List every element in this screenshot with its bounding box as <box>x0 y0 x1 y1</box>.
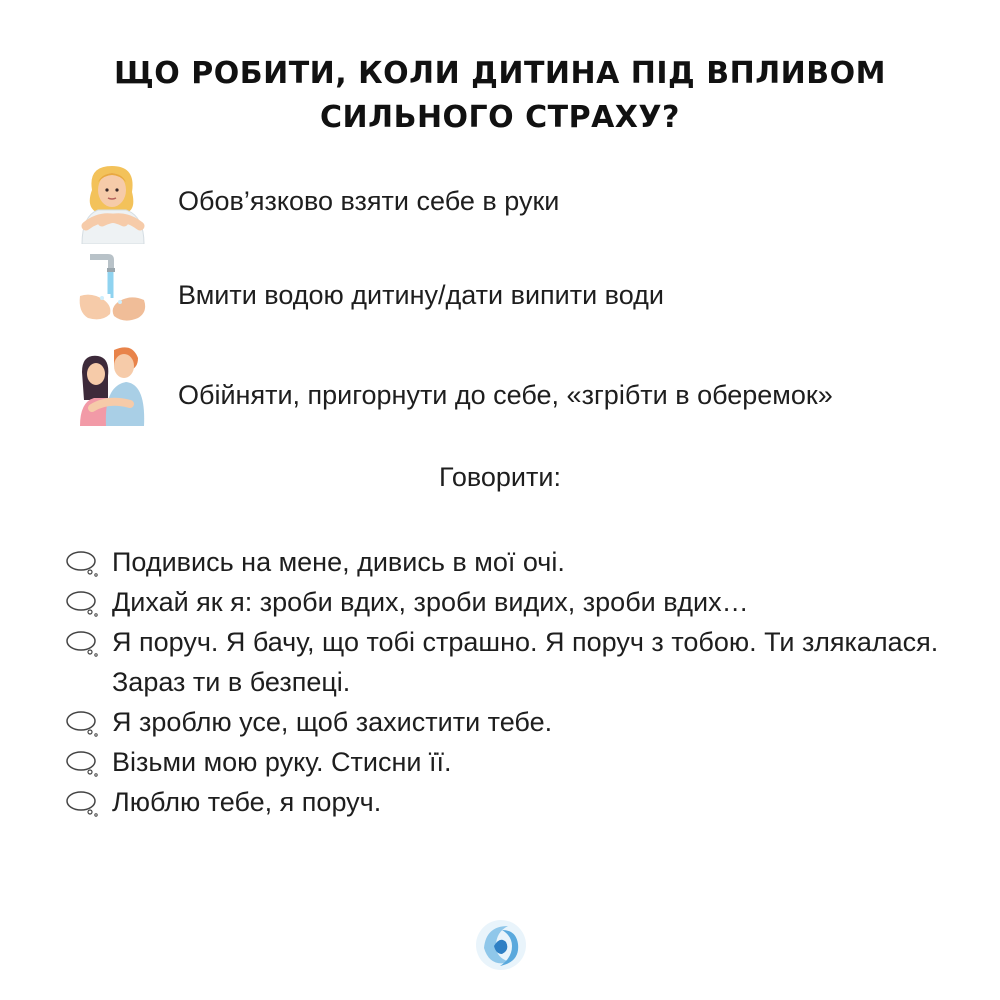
phrase-item <box>62 542 962 582</box>
speech-bubble-icon <box>64 750 104 778</box>
phrase-item <box>62 702 962 742</box>
phrase-item <box>62 742 962 782</box>
speech-bubble-icon <box>64 630 104 658</box>
tip-item-water <box>0 248 1000 338</box>
hug-icon <box>74 342 152 426</box>
tip-item-self-control <box>0 160 1000 250</box>
washing-hands-icon <box>74 248 152 332</box>
logo-icon <box>474 918 528 972</box>
phrase-item <box>62 622 962 702</box>
speech-bubble-icon <box>64 590 104 618</box>
speech-bubble-icon <box>64 790 104 818</box>
say-label: Говорити: <box>439 462 561 492</box>
phrase-text: Дихай як я: зроби вдих, зроби видих, зроби вдих… <box>112 587 749 617</box>
page-title <box>0 52 1000 140</box>
phrase-item <box>62 582 962 622</box>
phrase-list <box>62 542 962 822</box>
phrase-text: Я поруч. Я бачу, що тобі страшно. Я поруч з тобою. Ти злякалася. Зараз ти в безпеці. <box>112 627 939 697</box>
woman-calming-icon <box>74 160 152 244</box>
phrase-text: Візьми мою руку. Стисни її. <box>112 747 452 777</box>
tip-text: Обійняти, пригорнути до себе, «згрібти в оберемок» <box>178 380 833 410</box>
phrase-text: Я зроблю усе, щоб захистити тебе. <box>112 707 553 737</box>
phrase-text: Люблю тебе, я поруч. <box>112 787 382 817</box>
phrase-item <box>62 782 962 822</box>
speech-bubble-icon <box>64 710 104 738</box>
speech-bubble-icon <box>64 550 104 578</box>
tip-text: Вмити водою дитину/дати випити води <box>178 280 664 310</box>
phrase-text: Подивись на мене, дивись в мої очі. <box>112 547 565 577</box>
title-line-1: ЩО РОБИТИ, КОЛИ ДИТИНА ПІД ВПЛИВОМ <box>114 56 886 91</box>
title-line-2: СИЛЬНОГО СТРАХУ? <box>320 100 680 135</box>
tip-text: Обов’язково взяти себе в руки <box>178 186 560 216</box>
tip-item-hug <box>0 342 1000 432</box>
